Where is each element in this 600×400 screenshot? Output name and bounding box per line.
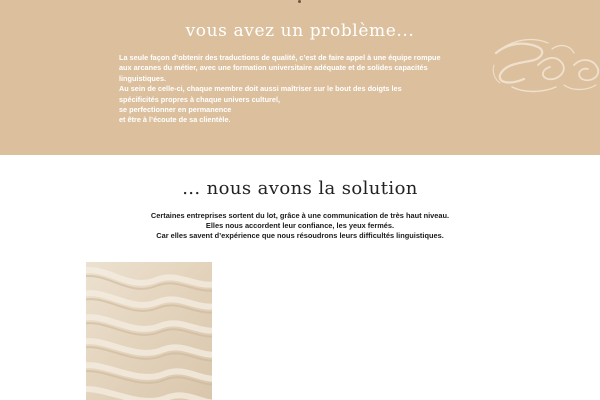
solution-paragraph: [0, 211, 600, 242]
problem-line: Au sein de celle-ci, chaque membre doit aussi maîtriser sur le bout des doigts les: [119, 84, 402, 94]
sand-dunes-image: [86, 262, 212, 400]
brush-stroke-decoration: [490, 35, 600, 105]
problem-line: La seule façon d’obtenir des traductions de qualité, c’est de faire appel à une équipe rompue: [119, 53, 441, 62]
problem-line: aux arcanes du métier, avec une formation universitaire adéquate et de solides capacités: [119, 63, 428, 73]
problem-section: [0, 0, 600, 155]
problem-line: spécificités propres à chaque univers culturel,: [119, 94, 280, 104]
top-dot: [298, 0, 301, 3]
problem-line: se perfectionner en permanence: [119, 105, 232, 115]
problem-line: linguistiques.: [119, 73, 167, 83]
solution-title: ... nous avons la solution: [182, 178, 418, 199]
solution-line: Car elles savent d’expérience que nous résoudrons leurs difficultés linguistiques.: [156, 231, 444, 241]
problem-paragraph: [119, 53, 489, 126]
solution-line: Certaines entreprises sortent du lot, grâce à une communication de très haut niveau.: [150, 211, 450, 220]
problem-line: et être à l’écoute de sa clientèle.: [119, 115, 231, 125]
problem-title: vous avez un problème...: [185, 21, 415, 41]
solution-line: Elles nous accordent leur confiance, les yeux fermés.: [205, 221, 395, 231]
